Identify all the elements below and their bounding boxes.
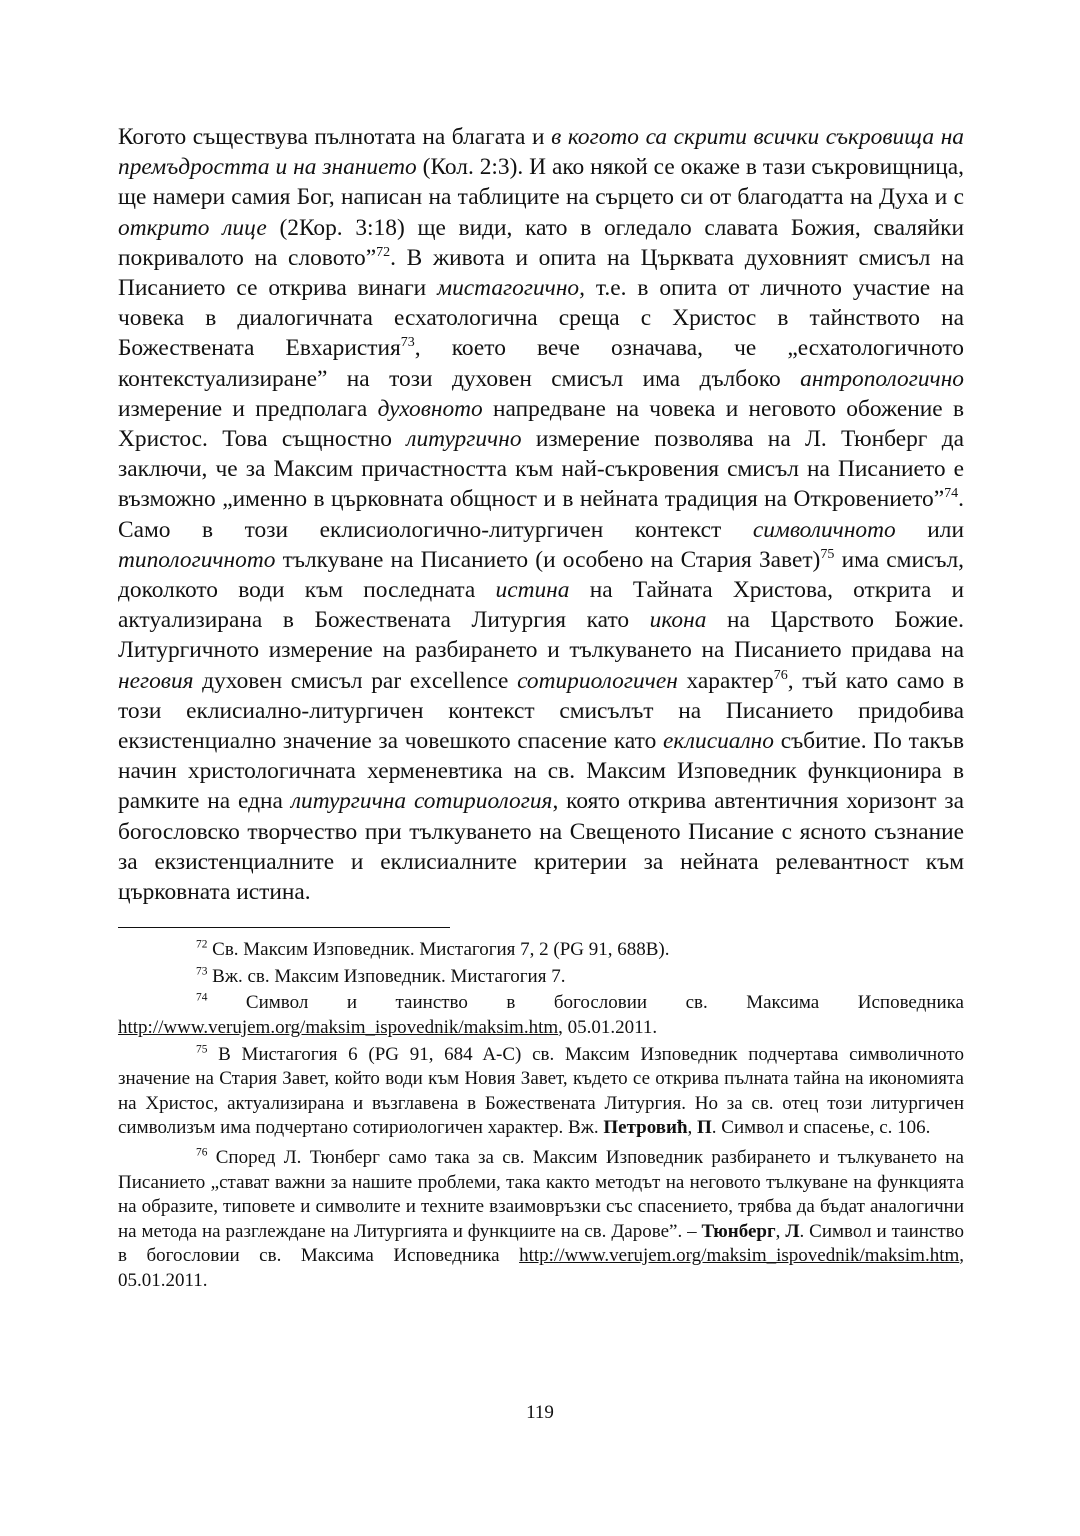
footnote-ref-73[interactable]: 73 xyxy=(400,334,415,351)
italic-run: открито лице xyxy=(118,214,267,241)
text-run: , тъй като само в този еклисиално-литургичен контекст смисълът на Писанието придобива екзистенциално значение за човешкото спасение като xyxy=(118,667,964,755)
footnote-text: Св. Максим Изповедник. Мистагогия 7, 2 (PG 91, 688B). xyxy=(207,939,670,961)
page-number: 119 xyxy=(526,1402,554,1423)
italic-run: в когото са скрити всички съкровища на премъдростта и на знанието xyxy=(118,124,964,181)
footnote-ref-76[interactable]: 76 xyxy=(773,666,788,683)
italic-run: духовното xyxy=(377,395,483,422)
footnote-text: . Символ и таинство в богословии св. Максима Исповедника xyxy=(118,1220,965,1267)
text-run: има смисъл, доколкото води към последната xyxy=(118,546,964,604)
footnote-link[interactable]: http://www.verujem.org/maksim_ispovednik/maksim.htm xyxy=(519,1245,960,1267)
main-paragraph xyxy=(118,122,964,907)
italic-run: истина xyxy=(495,577,570,604)
footnote-ref-72[interactable]: 72 xyxy=(376,244,391,261)
footnote-text: , 05.01.2011. xyxy=(558,1017,658,1039)
italic-run: икона xyxy=(649,607,707,634)
text-run: , която открива автентичния хоризонт за богословско творчество при тълкуването на Свещеното Писание с ясното съзнание за екзистенциалните и еклисиалните критерии за нейната релевантност към църковната истина. xyxy=(118,788,964,906)
footnote-text: , xyxy=(775,1220,786,1242)
text-run: т.е. в опита от личното участие на човека в диалогичната есхатологична среща с Христос в тайнството на Божествената Евхаристия xyxy=(118,275,964,362)
text-run: на Царството Божие. Литургичното измерение на разбирането и тълкуването на Писанието придава на xyxy=(118,607,964,664)
footnote-number: 72 xyxy=(196,938,208,951)
footnote-text: В Мистагогия 6 (PG 91, 684 A-C) св. Максим Изповедник подчертава символичното значение на Стария Завет, който води към Новия Завет, където се открива пълната тайна на икономията на Христос, актуализирана и възглавена в Божествената Литургия. Но за св. отец този литургичен символизъм има подчертано сотириологичен характер. Вж. xyxy=(118,1043,964,1139)
footnote-number: 76 xyxy=(196,1146,208,1159)
footnote-text: Вж. св. Максим Изповедник. Мистагогия 7. xyxy=(207,965,566,987)
footnote-number: 73 xyxy=(196,965,208,978)
text-run: . Само в този еклисиологично-литургичен контекст xyxy=(118,486,964,543)
text-run: измерение и предполага xyxy=(118,395,378,422)
text-run: духовен смисъл par excellence xyxy=(193,667,518,694)
footnote-text: . Символ и спасење, с. 106. xyxy=(711,1117,931,1139)
text-run: (2Кор. 3:18) ще види, като в огледало славата Божия, сваляйки покривалото на словото” xyxy=(118,214,964,271)
footnote-72 xyxy=(118,938,964,963)
footnote-ref-74[interactable]: 74 xyxy=(944,485,959,502)
text-run: събитие. По такъв начин христологичната херменевтика на св. Максим Изповедник функционира в рамките на една xyxy=(118,728,964,815)
page-content xyxy=(118,122,964,1294)
footnote-text: Символ и таинство в богословии св. Максима Исповедника xyxy=(207,992,964,1014)
footnote-text: Според Л. Тюнберг само така за св. Максим Изповедник разбирането и тълкуването на Писанието „стават важни за нашите проблеми, така както методът на неговото тълкуване на функцията на образите, типовете и символите и техните взаимовръзки със спасението, трябва да бъдат аналогични на метода на разглеждане на Литургията и функциите на св. Дарове”. – xyxy=(118,1147,964,1242)
footnote-number: 74 xyxy=(196,992,208,1005)
italic-run: типологичното xyxy=(118,546,276,573)
author-initial: Л xyxy=(785,1220,800,1242)
italic-run: антропологично xyxy=(800,365,964,392)
footnote-74 xyxy=(118,991,964,1040)
text-run: или xyxy=(895,516,964,543)
footnote-link[interactable]: http://www.verujem.org/maksim_ispovednik/maksim.htm xyxy=(118,1017,559,1039)
footnote-text: , 05.01.2011. xyxy=(118,1245,964,1291)
text-run: напредване на човека и неговото обожение в Христос. Това същностно xyxy=(118,395,964,453)
footnote-number: 75 xyxy=(196,1043,208,1056)
italic-run: литургично xyxy=(406,426,522,453)
italic-run: мистагогично, xyxy=(437,275,585,302)
text-run: Когото съществува пълнотата на благата и xyxy=(118,124,552,150)
author-initial: П xyxy=(697,1117,712,1139)
text-run: (Кол. 2:3). И ако някой се окаже в тази съкровищница, ще намери самия Бог, написан на таблиците на сърцето си от благодатта на Духа и с xyxy=(118,154,964,211)
footnote-separator xyxy=(118,927,450,928)
footnote-73 xyxy=(118,965,964,990)
text-run: , което вече означава, че „есхатологичното контекстуализиране” на този духовен смисъл има дълбоко xyxy=(118,335,964,392)
italic-run: еклисиално xyxy=(663,728,774,755)
footnote-ref-75[interactable]: 75 xyxy=(820,546,835,563)
footnote-76 xyxy=(118,1146,964,1294)
text-run: тълкуване на Писанието (и особено на Стария Завет) xyxy=(275,546,821,573)
footnote-75 xyxy=(118,1043,964,1141)
text-run: измерение позволява на Л. Тюнберг да заключи, че за Максим причастността към най-съкровения смисъл на Писанието е възможно „именно в църковната общност и в нейната традиция на Откровението” xyxy=(118,426,964,513)
author-name: Тюнберг xyxy=(701,1220,776,1242)
text-run: на Тайната Христова, открита и актуализирана в Божествената Литургия като xyxy=(118,577,964,634)
italic-run: литургична сотириология xyxy=(290,788,553,815)
text-run: . В живота и опита на Църквата духовният смисъл на Писанието се открива винаги xyxy=(118,244,964,302)
italic-run: неговия xyxy=(118,667,194,694)
author-name: Петровић xyxy=(603,1117,688,1139)
footnote-text: , xyxy=(687,1117,698,1139)
italic-run: сотириологичен xyxy=(517,667,678,694)
text-run: характер xyxy=(677,667,774,694)
italic-run: символичното xyxy=(752,516,896,543)
